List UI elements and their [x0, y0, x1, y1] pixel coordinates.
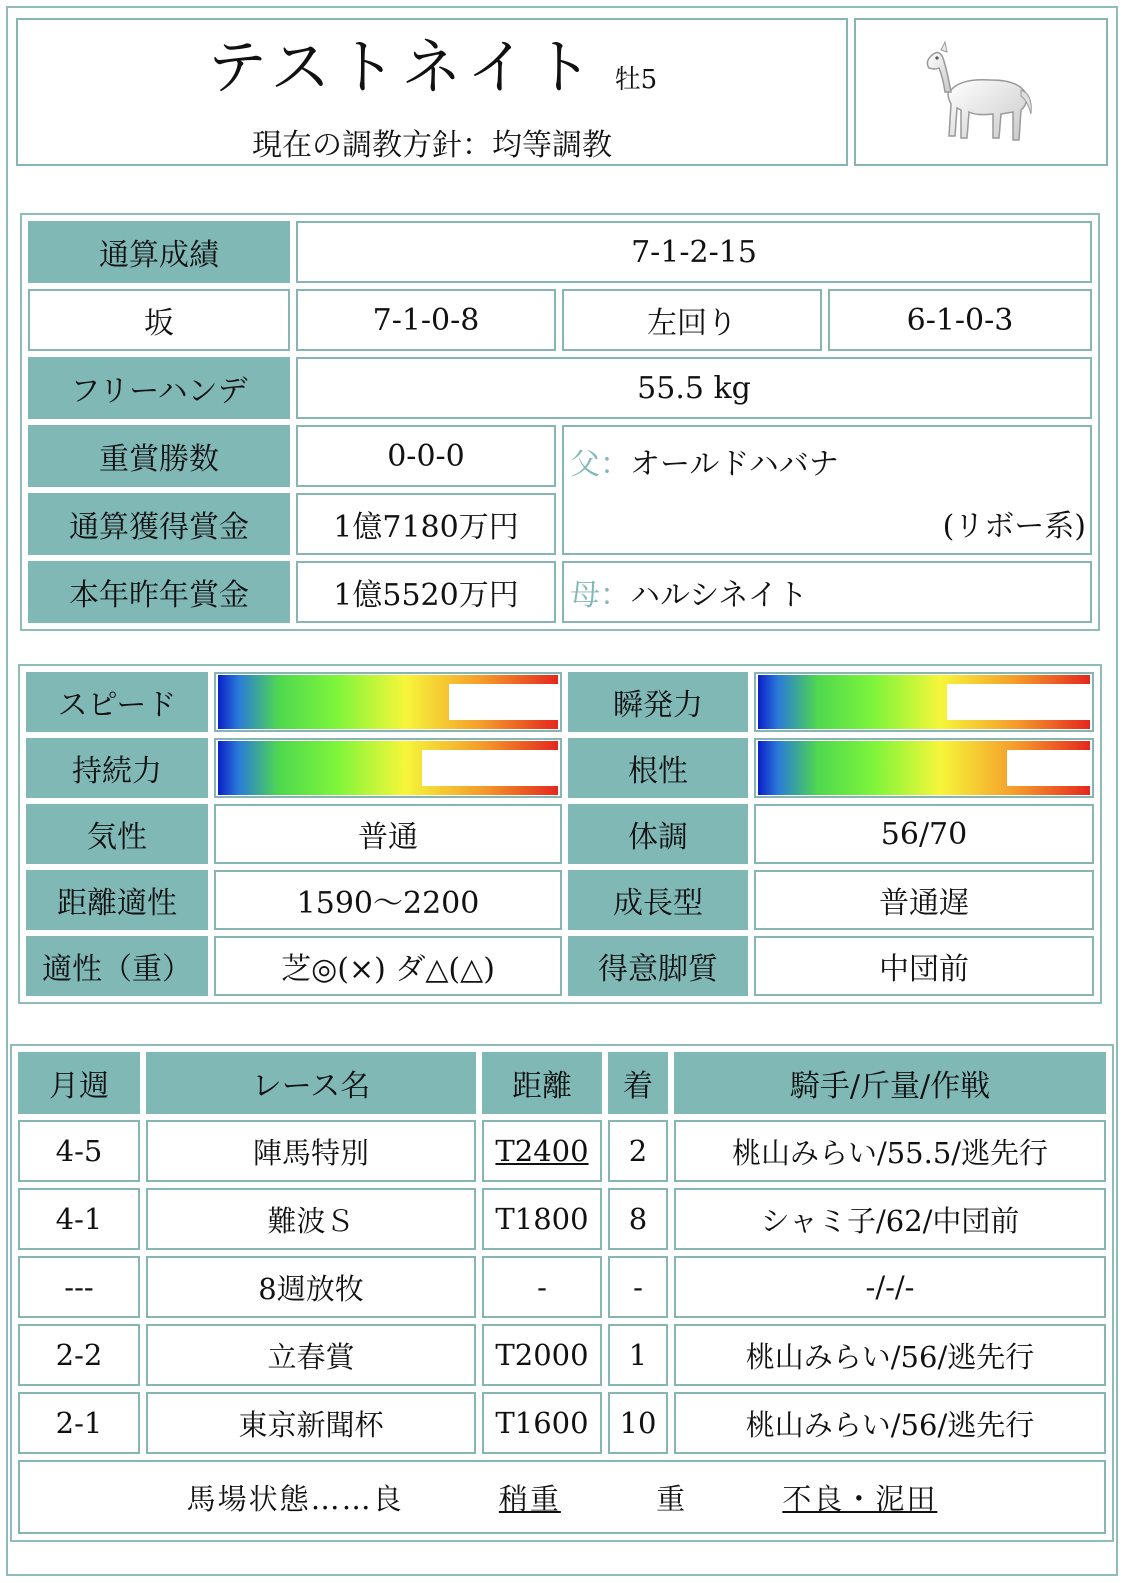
col-header-jockey: 騎手/斤量/作戦: [674, 1052, 1106, 1114]
race-name: 8週放牧: [146, 1256, 476, 1318]
guts-label: 根性: [568, 738, 748, 798]
race-distance-link[interactable]: T2400: [495, 1134, 589, 1168]
sire-name: オールドハバナ: [630, 447, 839, 482]
distance-value: 1590〜2200: [214, 870, 562, 930]
track-condition-bar: [18, 1460, 1106, 1534]
left-turn-label: 左回り: [562, 289, 822, 351]
race-name: 立春賞: [146, 1324, 476, 1386]
race-name: 陣馬特別: [146, 1120, 476, 1182]
race-place: 2: [608, 1120, 668, 1182]
race-history-table: [10, 1044, 1114, 1542]
race-distance: T1800: [482, 1188, 602, 1250]
horse-name: テストネイト: [206, 33, 599, 103]
total-earnings-label: 通算獲得賞金: [28, 493, 290, 555]
race-jockey: 桃山みらい/56/逃先行: [674, 1324, 1106, 1386]
col-header-distance: 距離: [482, 1052, 602, 1114]
burst-bar: [758, 675, 1090, 729]
race-place: 1: [608, 1324, 668, 1386]
race-week: 4-5: [18, 1120, 140, 1182]
free-handicap-value: 55.5 kg: [296, 357, 1092, 419]
ability-table: [18, 664, 1102, 1004]
running-style-value: 中団前: [754, 936, 1094, 996]
race-jockey: シャミ子/62/中団前: [674, 1188, 1106, 1250]
table-row: [18, 1188, 1106, 1250]
total-record-label: 通算成績: [28, 221, 290, 283]
table-row: [18, 1392, 1106, 1454]
horse-icon-box: [854, 18, 1108, 166]
table-row: [18, 1256, 1106, 1318]
race-distance-cell: [482, 1120, 602, 1182]
dam-cell: [562, 561, 1092, 623]
going-bad-link[interactable]: 不良・泥田: [782, 1481, 938, 1516]
stamina-bar: [218, 741, 558, 795]
graded-wins-label: 重賞勝数: [28, 425, 290, 487]
dam-name: ハルシネイト: [630, 578, 808, 613]
sire-cell: [562, 425, 1092, 555]
race-jockey: 桃山みらい/55.5/逃先行: [674, 1120, 1106, 1182]
temperament-label: 気性: [26, 804, 208, 864]
race-week: 2-1: [18, 1392, 140, 1454]
race-jockey: -/-/-: [674, 1256, 1106, 1318]
stamina-label: 持続力: [26, 738, 208, 798]
surface-label: 適性（重）: [26, 936, 208, 996]
free-handicap-label: フリーハンデ: [28, 357, 290, 419]
going-heavy: 重: [656, 1481, 688, 1516]
record-table: [20, 213, 1100, 631]
col-header-place: 着: [608, 1052, 668, 1114]
distance-label: 距離適性: [26, 870, 208, 930]
recent-earnings-value: 1億5520万円: [296, 561, 556, 623]
left-turn-value: 6-1-0-3: [828, 289, 1092, 351]
speed-label: スピード: [26, 672, 208, 732]
condition-label: 体調: [568, 804, 748, 864]
race-name: 東京新聞杯: [146, 1392, 476, 1454]
speed-bar-cell: [214, 672, 562, 732]
race-place: 8: [608, 1188, 668, 1250]
track-condition-current: 馬場状態……良: [186, 1481, 404, 1516]
total-record-value: 7-1-2-15: [296, 221, 1092, 283]
training-policy: 現在の調教方針：均等調教: [252, 128, 612, 163]
speed-bar: [218, 675, 558, 729]
dam-label: 母：: [570, 578, 630, 613]
slope-label: 坂: [28, 289, 290, 351]
race-distance: T2000: [482, 1324, 602, 1386]
growth-value: 普通遅: [754, 870, 1094, 930]
going-slightly-heavy-link[interactable]: 稍重: [498, 1481, 561, 1516]
white-horse-icon: [921, 30, 1041, 150]
recent-earnings-label: 本年昨年賞金: [28, 561, 290, 623]
burst-label: 瞬発力: [568, 672, 748, 732]
condition-value: 56/70: [754, 804, 1094, 864]
guts-bar-cell: [754, 738, 1094, 798]
col-header-week: 月週: [18, 1052, 140, 1114]
race-name: 難波Ｓ: [146, 1188, 476, 1250]
graded-wins-value: 0-0-0: [296, 425, 556, 487]
horse-title-box: [16, 18, 848, 166]
total-earnings-value: 1億7180万円: [296, 493, 556, 555]
col-header-race-name: レース名: [146, 1052, 476, 1114]
horse-header: [10, 12, 1114, 172]
guts-bar: [758, 741, 1090, 795]
slope-value: 7-1-0-8: [296, 289, 556, 351]
surface-value: 芝◎(×) ダ△(△): [214, 936, 562, 996]
stamina-bar-cell: [214, 738, 562, 798]
race-distance: -: [482, 1256, 602, 1318]
running-style-label: 得意脚質: [568, 936, 748, 996]
race-jockey: 桃山みらい/56/逃先行: [674, 1392, 1106, 1454]
race-distance: T1600: [482, 1392, 602, 1454]
burst-bar-cell: [754, 672, 1094, 732]
growth-label: 成長型: [568, 870, 748, 930]
temperament-value: 普通: [214, 804, 562, 864]
table-row: [18, 1120, 1106, 1182]
sire-lineage: (リボー系): [942, 509, 1086, 544]
race-place: -: [608, 1256, 668, 1318]
race-place: 10: [608, 1392, 668, 1454]
sire-label: 父：: [570, 447, 630, 482]
table-row: [18, 1324, 1106, 1386]
race-week: 2-2: [18, 1324, 140, 1386]
race-week: ---: [18, 1256, 140, 1318]
race-week: 4-1: [18, 1188, 140, 1250]
horse-sex-age: 牡5: [614, 65, 658, 95]
